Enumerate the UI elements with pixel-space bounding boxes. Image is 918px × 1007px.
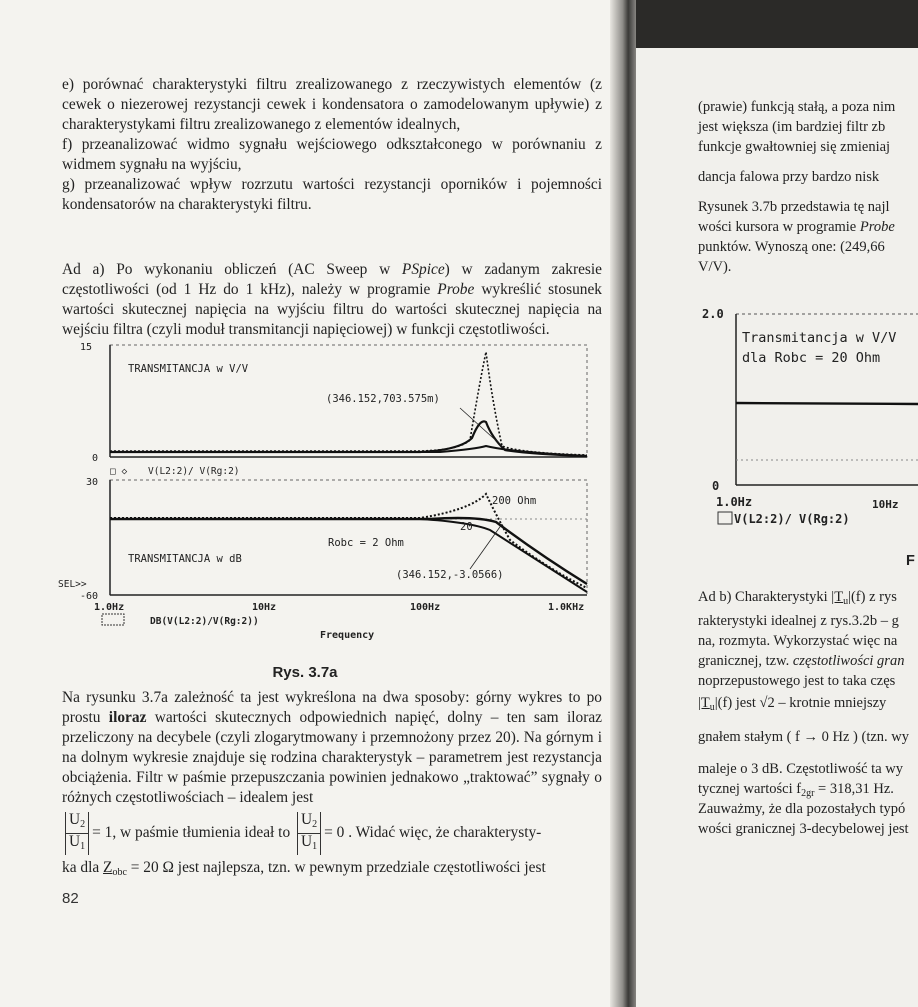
paragraph-g: g) przeanalizować wpływ rozrzutu wartości rezystancji oporników i pojemności kondensatorów na charakterystyki filtru. [62,176,602,213]
right-line-9c: u [843,596,849,607]
right-line-12a: granicznej, tzw. [698,653,793,669]
right-line-9a: Ad b) Charakterystyki [698,589,832,605]
right-plot-ymax: 2.0 [702,307,724,321]
last-text-b: = 20 Ω jest najlepsza, tzn. w pewnym przedziale częstotliwości jest [126,859,546,876]
right-caption-fragment: F [906,553,915,569]
paragraph-f: f) przeanalizować widmo sygnału wejściowego odkształconego w porównaniu z widmem sygnału na wyjściu, [62,136,602,173]
right-page [636,0,918,1007]
frac-num-2 [297,812,321,834]
analysis-text-2: wartości skutecznych odpowiednich napięć, dolny – ten sam iloraz przeliczony na decybele (czyli zlogarytmowany i przemnożony przez 20). Na górnym i na dolnym wykresie znajduje się rodzina charakterystyk – parametrem jest rezystancja obciążenia. Filtr w paśmie przepuszczania powinien jednakowo „traktować” sygnały o różnych częstotliwościach – idealem jest [62,709,603,806]
paragraph-last-line [62,858,602,883]
right-line-8: V/V). [698,259,732,275]
bottom-cursor-readout: (346.152,-3.0566) [396,569,504,581]
right-line-12b: częstotliwości gran [792,653,905,669]
right-line-18: Zauważmy, że dla pozostałych typó [698,801,906,817]
right-line-6a: wości kursora w programie [698,219,860,235]
top-trace-legend: V(L2:2)/ V(Rg:2) [148,466,240,477]
x-tick-100hz: 100Hz [410,602,441,613]
right-line-3: funkcje gwałtowniej się zmieniaj [698,139,891,155]
right-plot-title-1: Transmitancja w V/V [742,330,897,346]
z-symbol: Z [103,859,113,876]
right-line-17b: 2gr [801,788,815,799]
z-sub: obc [112,867,127,878]
right-line-6b: Probe [859,219,895,235]
label-robc-2-ohm: Robc = 2 Ohm [328,537,404,549]
right-line-14a: |T [698,695,710,711]
right-line-16: maleje o 3 dB. Częstotliwość ta wy [698,761,903,777]
legend-marker-box [102,614,124,625]
paragraph-e: e) porównać charakterystyki filtru zrealizowanego z rzeczywistych elementów (z cewek o niezerowej rezystancji cewek i kondensatora o zamodelowanym upływie) z charakterystykami filtru zrealizowanego z elementów idealnych, [62,76,602,133]
right-line-12 [698,652,904,671]
right-plot-legend: V(L2:2)/ V(Rg:2) [734,512,850,526]
x-tick-1hz: 1.0Hz [94,602,125,613]
bottom-ymin-label: -60 [80,591,99,602]
analysis-text-1: Na rysunku 3.7a zależność ta jest wykreślona na dwa sposoby: górny wykres to po prostu [62,689,602,726]
u1-sub-2: 1 [312,841,318,852]
right-line-10: rakterystyki idealnej z rys.3.2b – g [698,613,899,629]
book-gutter [610,0,638,1007]
top-ymax-label: 15 [80,342,93,353]
top-legend-symbols: □ ◇ [110,466,128,477]
bottom-ymax-label: 30 [86,477,99,488]
analysis-bold: iloraz [108,709,147,726]
bottom-plot-title: TRANSMITANCJA w dB [128,553,242,565]
right-line-2: jest większa (im bardziej filtr zb [698,119,886,135]
label-20: 20 [460,521,473,533]
right-line-1: (prawie) funkcją stałą, a poza nim [698,99,896,115]
figure-3-7a-plot [40,340,600,640]
equation-line [62,812,602,855]
top-ymin-label: 0 [92,453,99,464]
fraction-ideal-stop [297,812,321,855]
right-line-13: noprzepustowego jest to taka częs [698,673,896,689]
right-plot-title-2: dla Robc = 20 Ohm [742,350,881,366]
text-block-top [62,75,602,215]
right-plot-x-tick-2: 10Hz [872,498,899,511]
frac-den [65,834,89,855]
u2-sub: 2 [80,819,86,830]
figure-3-7b-plot [696,300,918,530]
right-plot-legend-box [718,512,732,524]
right-line-19: wości granicznej 3-decybelowej jest [698,821,909,837]
u1-symbol-2: U [301,833,313,850]
u2-symbol-2: U [301,811,313,828]
x-axis-label: Frequency [320,630,375,640]
right-plot-x-tick-1: 1.0Hz [716,495,753,509]
right-plot-curve [736,403,918,404]
eq-text-1: = 1, w paśmie tłumienia ideał to [92,824,291,842]
eq-text-2: = 0 . Widać więc, że charakterysty- [324,824,542,842]
figure-caption: Rys. 3.7a [272,664,338,681]
top-plot-title: TRANSMITANCJA w V/V [128,363,249,375]
right-line-9b: |T [831,589,844,605]
bottom-cursor-leader [470,524,502,569]
right-line-14c: |(f) jest √2 – krotnie mniejszy [714,695,887,711]
u2-symbol: U [69,811,81,828]
page-number: 82 [62,890,79,907]
bottom-curve-20ohm [110,518,587,584]
sel-marker: SEL>> [58,579,87,590]
right-line-14 [698,694,886,717]
x-tick-1khz: 1.0KHz [548,602,585,613]
paragraph-analysis [62,688,602,808]
bottom-trace-legend: DB(V(L2:2)/V(Rg:2)) [150,616,259,627]
right-line-17c: = 318,31 Hz. [814,781,894,797]
ad-a-text-2: ) w zadanym zakresie częstotliwości (od 1 Hz do 1 kHz), należy w programie [62,261,602,298]
right-line-7: punktów. Wynoszą one: (249,66 [698,239,885,255]
right-plot-ymin: 0 [712,479,720,493]
u1-symbol: U [69,833,81,850]
right-line-4: dancja falowa przy bardzo nisk [698,169,880,185]
right-line-6 [698,218,895,237]
right-page-top-shadow [636,0,918,48]
right-line-5: Rysunek 3.7b przedstawia tę najl [698,199,890,215]
label-200-ohm: 200 Ohm [492,495,537,507]
x-tick-10hz: 10Hz [252,602,277,613]
pspice-term: PSpice [401,261,445,278]
top-cursor-readout: (346.152,703.575m) [326,393,440,405]
u1-sub: 1 [80,841,86,852]
fraction-ideal-pass [65,812,89,855]
u2-sub-2: 2 [312,819,318,830]
probe-term: Probe [437,281,475,298]
paragraph-ad-a [62,260,602,340]
frac-num [65,812,89,834]
ad-a-text-1: Ad a) Po wykonaniu obliczeń (AC Sweep w [62,261,402,278]
right-line-14b: u [709,702,715,713]
ad-a-text-3: wykreślić stosunek wartości skutecznej napięcia na wyjściu filtru do wartości skutecznej napięcia na wejściu filtra (czyli moduł transmitancji napięciowej) w funkcji częstotliwości. [62,281,602,338]
right-line-17a: tycznej wartości f [698,781,802,797]
right-line-15: gnałem stałym ( f → 0 Hz ) (tzn. wy [698,729,910,745]
top-curve-2ohm [110,446,587,456]
last-text-a: ka dla [62,859,104,876]
right-line-11: na, rozmyta. Wykorzystać więc na [698,633,898,649]
right-line-9d: |(f) z rys [848,589,897,605]
right-line-9 [698,588,897,611]
frac-den-2 [297,834,321,855]
